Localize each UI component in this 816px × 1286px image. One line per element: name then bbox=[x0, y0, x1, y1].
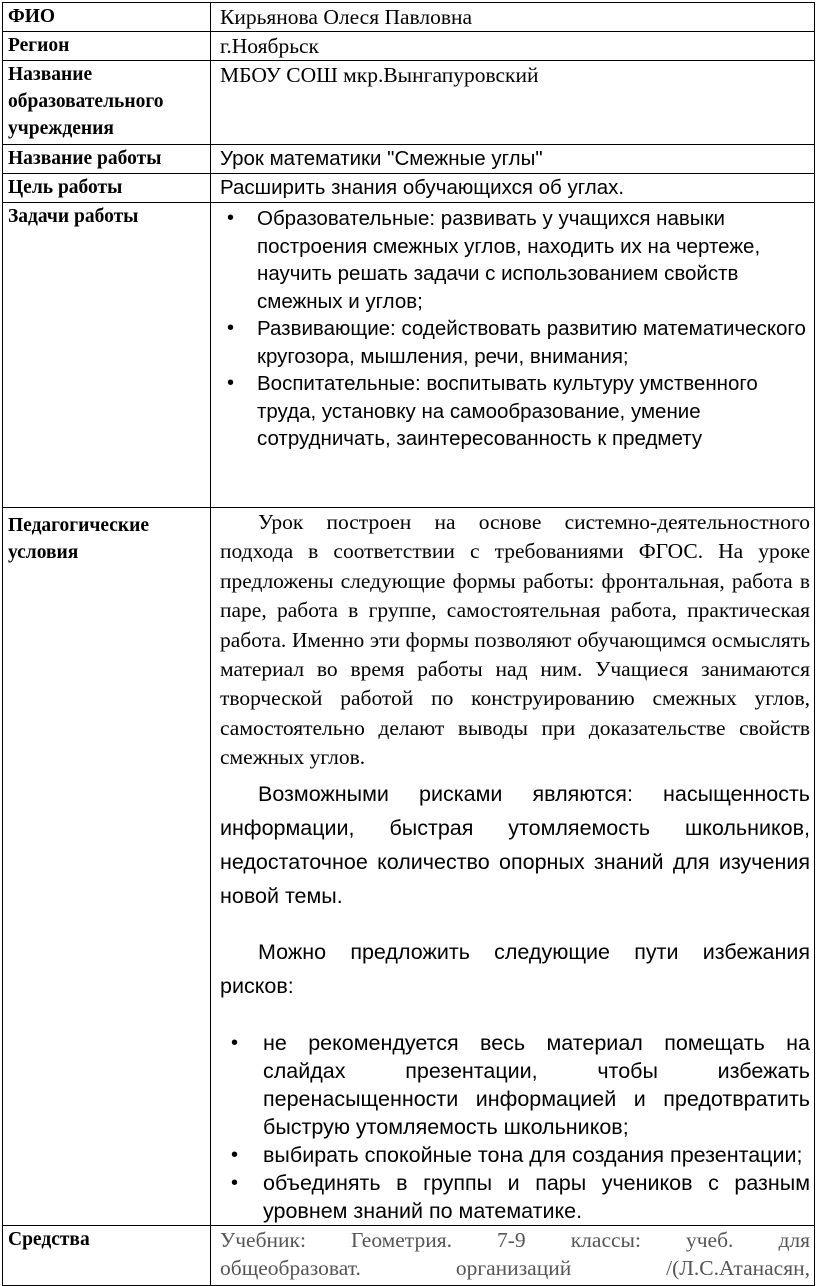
label-tasks: Задачи работы bbox=[3, 203, 211, 508]
value-work-title: Урок математики "Смежные углы" bbox=[211, 145, 815, 174]
label-institution: Название образовательного учреждения bbox=[3, 61, 211, 145]
row-means bbox=[3, 1225, 815, 1285]
conditions-paragraph-risks: Возможными рисками являются: насыщенность информации, быстрая утомляемость школьников, недостаточное количество опорных знаний для изучения новой темы. bbox=[220, 781, 810, 908]
way-item-groups: • объединять в группы и пары учеников с разным уровнем знаний по математике. bbox=[220, 1169, 810, 1225]
label-conditions: Педагогические условия bbox=[3, 508, 211, 1226]
task-item-developing: • Развивающие: содействовать развитию математического кругозора, мышления, речи, внимания; bbox=[220, 315, 810, 370]
task-item-upbringing: • Воспитательные: воспитывать культуру умственного труда, установку на самообразование, умение сотрудничать, заинтересованность к предмету bbox=[220, 370, 810, 453]
label-goal: Цель работы bbox=[3, 174, 211, 203]
value-region: г.Ноябрьск bbox=[211, 32, 815, 61]
label-work-title: Название работы bbox=[3, 145, 211, 174]
means-line-2: общеобразоват. организаций /(Л.С.Атанасян, bbox=[220, 1255, 810, 1280]
value-means bbox=[211, 1225, 815, 1285]
means-line-1: Учебник: Геометрия. 7-9 классы: учеб. для bbox=[220, 1227, 810, 1252]
conditions-paragraph-approach: Урок построен на основе системно-деятельностного подхода в соответствии с требованиями ФГОС. На уроке предложены следующие формы работы: фронтальная, работа в паре, работа в группе, самостоятельная работа, практическая работа. Именно эти формы позволяют обучающимся осмыслять материал во время работы над ним. Учащиеся занимаются творческой работой по конструированию смежных углов, самостоятельно делают выводы при доказательстве свойств смежных углов. bbox=[220, 510, 810, 770]
label-fio: ФИО bbox=[3, 3, 211, 32]
value-fio: Кирьянова Олеся Павловна bbox=[211, 3, 815, 32]
way-item-slides: • не рекомендуется весь материал помещать на слайдах презентации, чтобы избежать перенасыщенности информацией и предотвратить быструю утомляемость школьников; bbox=[220, 1029, 810, 1141]
row-institution bbox=[3, 61, 815, 145]
row-tasks bbox=[3, 203, 815, 508]
label-region: Регион bbox=[3, 32, 211, 61]
row-fio bbox=[3, 3, 815, 32]
row-goal bbox=[3, 174, 815, 203]
ways-list bbox=[220, 1029, 810, 1225]
label-means: Средства bbox=[3, 1225, 211, 1285]
row-work-title bbox=[3, 145, 815, 174]
value-institution: МБОУ СОШ мкр.Вынгапуровский bbox=[211, 61, 815, 145]
tasks-list bbox=[220, 205, 810, 453]
task-item-educational: • Образовательные: развивать у учащихся навыки построения смежных углов, находить их на чертеже, научить решать задачи с использованием свойств смежных и углов; bbox=[220, 205, 810, 315]
value-conditions bbox=[211, 508, 815, 1226]
value-tasks bbox=[211, 203, 815, 508]
conditions-paragraph-ways: Можно предложить следующие пути избежания рисков: bbox=[220, 939, 810, 998]
value-goal: Расширить знания обучающихся об углах. bbox=[211, 174, 815, 203]
way-item-colors: • выбирать спокойные тона для создания презентации; bbox=[220, 1141, 810, 1169]
passport-table bbox=[2, 2, 815, 1286]
row-region bbox=[3, 32, 815, 61]
row-conditions bbox=[3, 508, 815, 1226]
